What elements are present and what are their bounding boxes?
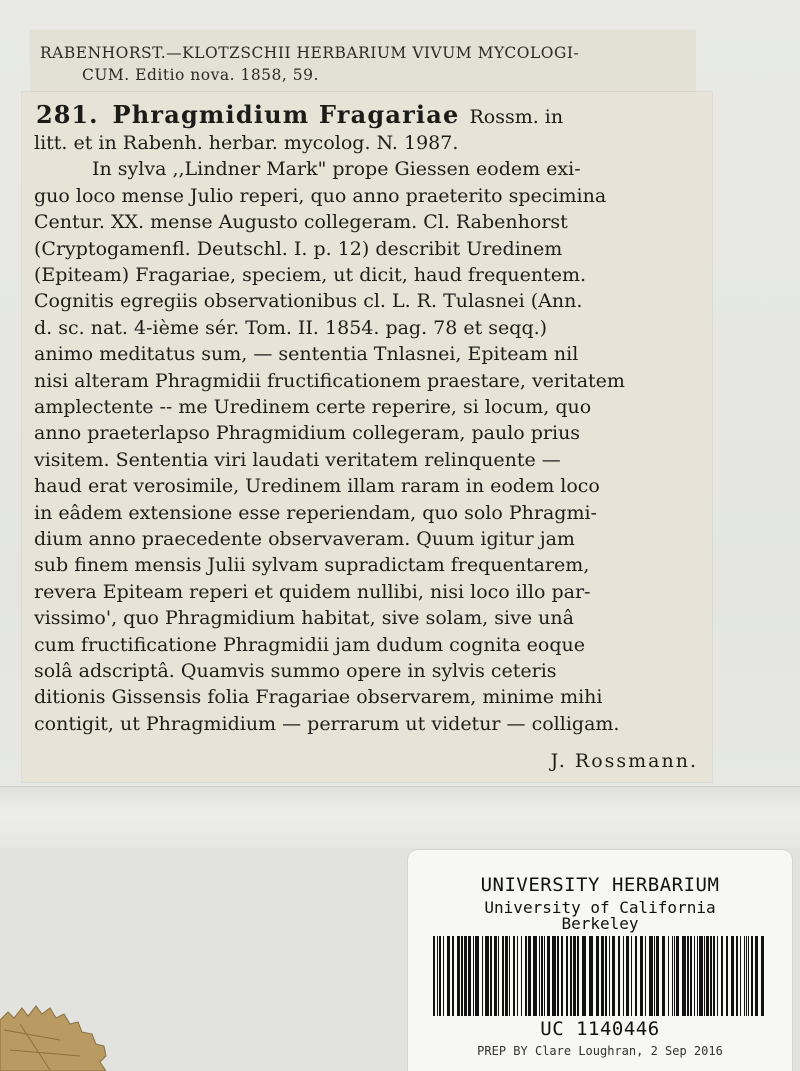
- label-text-line: revera Epiteam reperi et quidem nullibi, nisi loco illo par-: [34, 580, 591, 603]
- barcode-bar: [557, 936, 559, 1016]
- label-text-line: Centur. XX. mense Augusto collegeram. Cl. Rabenhorst: [34, 211, 568, 234]
- barcode-bar: [751, 936, 753, 1016]
- label-text-line: ditionis Gissensis folia Fragariae observarem, minime mihi: [34, 686, 603, 709]
- barcode-bar: [552, 936, 556, 1016]
- barcode-bar: [533, 936, 537, 1016]
- barcode-bar: [631, 936, 632, 1016]
- barcode-bar: [443, 936, 444, 1016]
- label-text-line: anno praeterlapso Phragmidium collegeram, paulo prius: [34, 422, 581, 445]
- barcode-bar: [589, 936, 593, 1016]
- label-text-line: (Cryptogamenfl. Deutschl. I. p. 12) describit Uredinem: [34, 237, 563, 260]
- exsiccata-number: 281.: [36, 100, 99, 129]
- herbarium-title: UNIVERSITY HERBARIUM: [480, 874, 720, 896]
- barcode-bar: [672, 936, 673, 1016]
- barcode-bar: [490, 936, 492, 1016]
- barcode-bar: [561, 936, 563, 1016]
- barcode-bar: [457, 936, 460, 1016]
- barcode-bar: [447, 936, 450, 1016]
- barcode-bar: [744, 936, 745, 1016]
- label-text-line: Cognitis egregiis observationibus cl. L. R. Tulasnei (Ann.: [34, 290, 583, 313]
- barcode-bar: [433, 936, 435, 1016]
- barcode-bar: [706, 936, 709, 1016]
- barcode-bar: [468, 936, 471, 1016]
- barcode-bar: [626, 936, 629, 1016]
- barcode-bar: [649, 936, 653, 1016]
- header-line-2: CUM. Editio nova. 1858, 59.: [82, 66, 319, 84]
- label-text-line: in eâdem extensione esse reperiendam, quo solo Phragmi-: [34, 501, 597, 524]
- barcode-bar: [485, 936, 489, 1016]
- label-text-line: visitem. Sententia viri laudati veritatem relinquente —: [34, 448, 561, 471]
- header-line-1: RABENHORST.—KLOTZSCHII HERBARIUM VIVUM MYCOLOGI-: [40, 44, 580, 62]
- specimen-leaf-icon: [0, 1000, 120, 1071]
- barcode-bar: [687, 936, 689, 1016]
- barcode-bar: [668, 936, 669, 1016]
- label-text-line: d. sc. nat. 4-ième sér. Tom. II. 1854. pag. 78 et seqq.): [34, 316, 548, 339]
- label-text-line: haud erat verosimile, Uredinem illam raram in eodem loco: [34, 475, 600, 498]
- barcode-bar: [521, 936, 522, 1016]
- barcode-bar: [502, 936, 504, 1016]
- barcode-bar: [475, 936, 479, 1016]
- barcode-bar: [605, 936, 607, 1016]
- label-text-line: dium anno praecedente observaveram. Quum igitur jam: [34, 528, 575, 550]
- barcode-bar: [662, 936, 665, 1016]
- herbarium-city: Berkeley: [561, 914, 639, 933]
- barcode-bar: [539, 936, 540, 1016]
- barcode-bar: [674, 936, 675, 1016]
- herbarium-institution: University of California: [484, 898, 716, 917]
- species-title: [36, 100, 708, 130]
- barcode-bar: [577, 936, 579, 1016]
- label-text-line: sub finem mensis Julii sylvam supradictam frequentarem,: [34, 554, 590, 577]
- label-text-line: solâ adscriptâ. Quamvis summo opere in sylvis ceteris: [34, 660, 557, 682]
- label-text-line: vissimo', quo Phragmidium habitat, sive solam, sive unâ: [34, 607, 574, 630]
- barcode-bar: [609, 936, 610, 1016]
- barcode-number: UC 1140446: [540, 1018, 660, 1040]
- barcode-bar: [761, 936, 764, 1016]
- barcode-icon: [433, 936, 767, 1016]
- barcode-bar: [736, 936, 738, 1016]
- barcode-bar: [582, 936, 586, 1016]
- barcode-bar: [717, 936, 718, 1016]
- barcode-bar: [513, 936, 515, 1016]
- barcode-bar: [690, 936, 692, 1016]
- barcode-bar: [461, 936, 463, 1016]
- barcode-bar: [547, 936, 550, 1016]
- barcode-bar: [452, 936, 454, 1016]
- label-text-line: amplectente -- me Uredinem certe reperire, si locum, quo: [34, 396, 592, 418]
- barcode-bar: [699, 936, 703, 1016]
- barcode-bar: [618, 936, 620, 1016]
- species-name: Phragmidium Fragariae: [112, 100, 460, 129]
- barcode-bar: [612, 936, 615, 1016]
- barcode-bar: [755, 936, 758, 1016]
- barcode-bar: [528, 936, 531, 1016]
- barcode-bar: [710, 936, 712, 1016]
- barcode-bar: [544, 936, 545, 1016]
- barcode-bar: [676, 936, 679, 1016]
- barcode-bar: [596, 936, 599, 1016]
- barcode-bar: [746, 936, 747, 1016]
- barcode-bar: [525, 936, 527, 1016]
- label-text-line: In sylva ,,Lindner Mark" prope Giessen eodem exi-: [92, 158, 581, 181]
- barcode-bar: [541, 936, 543, 1016]
- barcode-bar: [721, 936, 723, 1016]
- collector-signature: J. Rossmann.: [550, 750, 698, 772]
- label-text-line: nisi alteram Phragmidii fructificationem praestare, veritatem: [34, 369, 625, 392]
- barcode-bar: [726, 936, 728, 1016]
- barcode-bar: [694, 936, 695, 1016]
- label-text-line: guo loco mense Julio reperi, quo anno praeterito specimina: [34, 184, 607, 207]
- prep-credit: PREP BY Clare Loughran, 2 Sep 2016: [477, 1044, 723, 1058]
- barcode-bar: [509, 936, 510, 1016]
- exsiccata-header-label: [30, 30, 696, 92]
- barcode-bar: [713, 936, 715, 1016]
- barcode-bar: [482, 936, 483, 1016]
- barcode-bar: [566, 936, 568, 1016]
- barcode-bar: [697, 936, 698, 1016]
- barcode-bar: [740, 936, 741, 1016]
- barcode-bar: [494, 936, 497, 1016]
- barcode-bar: [505, 936, 508, 1016]
- barcode-bar: [437, 936, 438, 1016]
- barcode-bar: [640, 936, 643, 1016]
- barcode-bar: [439, 936, 441, 1016]
- barcode-bar: [473, 936, 474, 1016]
- barcode-bar: [635, 936, 637, 1016]
- barcode-bar: [654, 936, 655, 1016]
- exsiccata-main-label: [22, 92, 712, 782]
- barcode-bar: [464, 936, 467, 1016]
- barcode-bar: [704, 936, 705, 1016]
- barcode-bar: [645, 936, 646, 1016]
- barcode-bar: [731, 936, 734, 1016]
- barcode-bar: [517, 936, 518, 1016]
- university-herbarium-label: [408, 850, 792, 1071]
- barcode-bar: [748, 936, 749, 1016]
- label-text-line: animo meditatus sum, — sententia Tnlasnei, Epiteam nil: [34, 343, 579, 366]
- barcode-bar: [498, 936, 499, 1016]
- barcode-bar: [570, 936, 572, 1016]
- barcode-bar: [573, 936, 576, 1016]
- sheet-fold: [0, 786, 800, 849]
- label-text-line: cum fructificatione Phragmidii jam dudum cognita eoque: [34, 633, 586, 656]
- label-text-line: (Epiteam) Fragariae, speciem, ut dicit, haud frequentem.: [34, 264, 587, 286]
- label-text-line: litt. et in Rabenh. herbar. mycolog. N. 1987.: [34, 132, 459, 154]
- barcode-bar: [601, 936, 604, 1016]
- barcode-bar: [656, 936, 659, 1016]
- barcode-bar: [682, 936, 686, 1016]
- label-text-line: contigit, ut Phragmidium — perrarum ut videtur — colligam.: [34, 712, 620, 735]
- barcode-bar: [623, 936, 624, 1016]
- species-author: Rossm. in: [469, 106, 564, 128]
